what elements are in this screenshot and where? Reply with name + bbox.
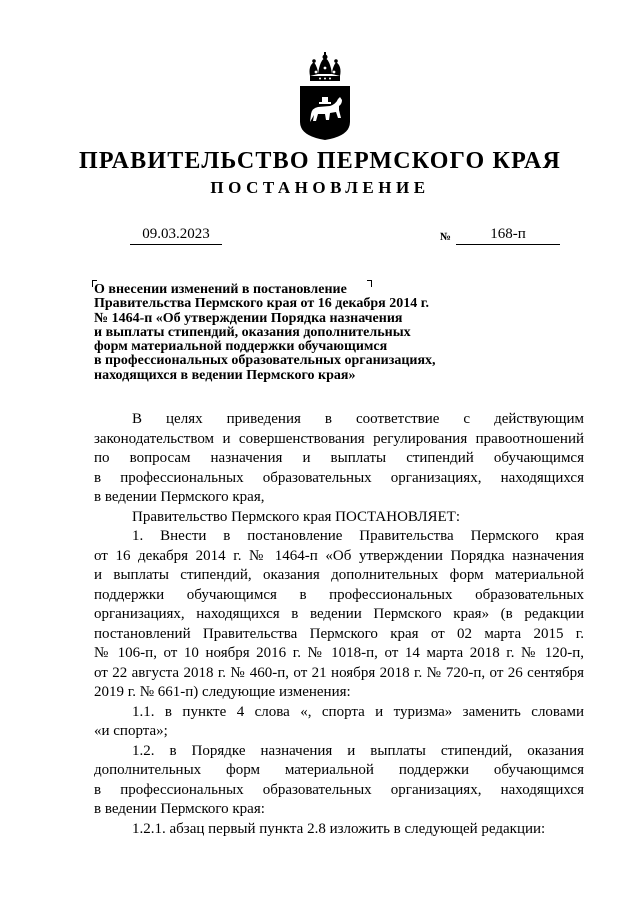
document-date: 09.03.2023 [130, 226, 222, 245]
body-line: 1.2. в Порядке назначения и выплаты стипендий, оказания [132, 742, 584, 759]
body-line: постановлений Правительства Пермского края от 02 марта 2015 г. [94, 625, 584, 642]
body-line: организациях, находящихся в ведении Пермского края» (в редакции [94, 606, 584, 622]
body-line: поддержки обучающимся в профессиональных образовательных [94, 586, 584, 603]
body-line: В целях приведения в соответствие с действующим [132, 411, 584, 427]
body-line: Правительство Пермского края ПОСТАНОВЛЯЕТ: [132, 508, 461, 525]
body-line: дополнительных форм материальной поддержки обучающимся [94, 762, 584, 778]
body-line: в ведении Пермского края, [94, 489, 265, 505]
body-line: в профессиональных образовательных организациях, находящихся [94, 781, 584, 798]
document-type: ПОСТАНОВЛЕНИЕ [210, 178, 430, 197]
document-subject [94, 283, 534, 383]
subject-line: Правительства Пермского края от 16 декабря 2014 г. [94, 296, 430, 312]
body-line: 1.2.1. абзац первый пункта 2.8 изложить в следующей редакции: [132, 820, 546, 837]
subject-line: № 1464-п «Об утверждении Порядка назначения [94, 310, 403, 326]
body-line: 1. Внести в постановление Правительства Пермского края [132, 528, 584, 544]
subject-line: форм материальной поддержки обучающимся [94, 339, 388, 355]
subject-line: и выплаты стипендий, оказания дополнительных [94, 324, 411, 340]
body-line: в профессиональных образовательных организациях, находящихся [94, 469, 584, 486]
body-line: от 22 августа 2018 г. № 460-п, от 21 ноября 2018 г. № 720-п, от 26 сентября [94, 664, 584, 681]
body-line: № 106-п, от 10 ноября 2016 г. № 1018-п, от 14 марта 2018 г. № 120-п, [94, 645, 584, 661]
document-number: 168-п [456, 226, 560, 245]
body-line: в ведении Пермского края: [94, 801, 265, 817]
subject-line: находящихся в ведении Пермского края» [94, 367, 356, 383]
body-line: и выплаты стипендий, оказания дополнительных форм материальной [94, 567, 584, 583]
coat-of-arms-icon [296, 52, 354, 140]
subject-line: в профессиональных образовательных организациях, [94, 353, 436, 369]
document-body [94, 410, 584, 839]
body-line: 2019 г. № 661-п) следующие изменения: [94, 684, 351, 700]
body-line: от 16 декабря 2014 г. № 1464-п «Об утверждении Порядка назначения [94, 547, 584, 564]
body-line: «и спорта»; [94, 723, 168, 739]
subject-line: О внесении изменений в постановление [94, 282, 347, 297]
number-sign: № [440, 231, 452, 243]
body-line: 1.1. в пункте 4 слова «, спорта и туризма» заменить словами [132, 703, 584, 720]
government-title: ПРАВИТЕЛЬСТВО ПЕРМСКОГО КРАЯ [78, 148, 562, 174]
body-line: по вопросам назначения и выплаты стипендий обучающимся [94, 450, 584, 466]
body-line: законодательством и совершенствования регулирования правоотношений [94, 430, 584, 447]
